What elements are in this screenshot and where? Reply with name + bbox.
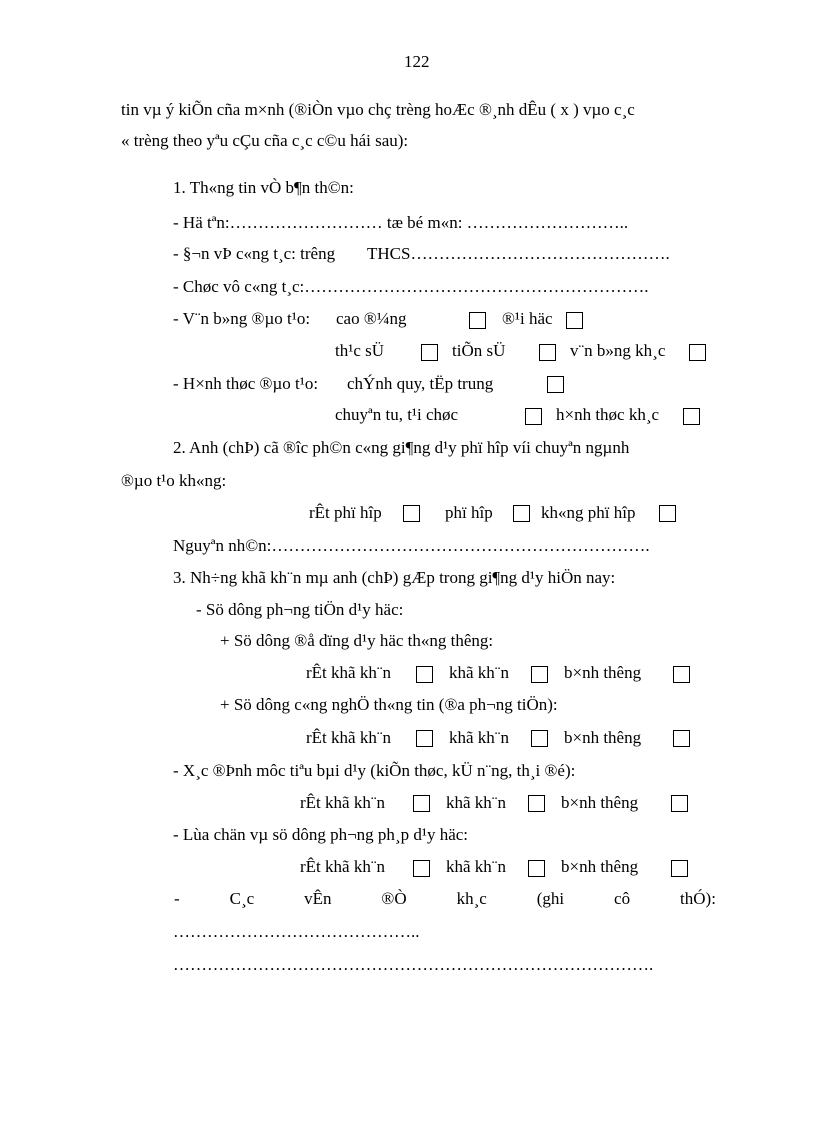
fit-option-phu-hop: phï hîp [445,503,493,522]
sub1a-label: + Sö dông ®å dïng d¹y häc th«ng thêng: [220,631,494,650]
difficulty-binh-thuong: b×nh thêng [564,663,642,682]
checkbox-row2-kho-khan[interactable] [531,730,548,747]
unit-value: THCS………………………………………. [367,244,670,263]
dots-line-2: …………………………………………………………………………. [173,955,654,974]
sub3-label: - Lùa chän vµ sö dông ph¬ng ph¸p d¹y häc: [173,825,469,844]
checkbox-row2-binh-thuong[interactable] [673,730,690,747]
checkbox-cao-dang[interactable] [469,312,486,329]
other-word: vÊn [304,889,332,908]
checkbox-row2-rat-kho-khan[interactable] [416,730,433,747]
checkbox-hinh-thuc-khac[interactable] [683,408,700,425]
reason-line: Nguyªn nh©n:…………………………………………………………. [173,536,650,555]
difficulty-binh-thuong: b×nh thêng [561,793,639,812]
difficulty-kho-khan: khã kh¨n [446,793,506,812]
checkbox-dai-hoc[interactable] [566,312,583,329]
checkbox-row1-binh-thuong[interactable] [673,666,690,683]
checkbox-row4-binh-thuong[interactable] [671,860,688,877]
fit-option-rat-phu-hop: rÊt phï hîp [309,503,382,522]
degree-option-thac-si: th¹c sÜ [335,341,385,360]
difficulty-rat-kho-khan: rÊt khã kh¨n [300,857,385,876]
difficulty-kho-khan: khã kh¨n [449,728,509,747]
intro-line-1: tin vµ ý kiÕn cña m×nh (®iÒn vµo chç trèng hoÆc ®¸nh dÊu ( x ) vµo c¸c [121,100,635,119]
checkbox-chinh-quy[interactable] [547,376,564,393]
section2-question-line-2: ®µo t¹o kh«ng: [121,471,227,490]
checkbox-row1-kho-khan[interactable] [531,666,548,683]
form-option-chinh-quy: chÝnh quy, tËp trung [347,374,494,393]
other-word: cô [614,889,631,908]
checkbox-rat-phu-hop[interactable] [403,505,420,522]
checkbox-thac-si[interactable] [421,344,438,361]
dots-line-1: …………………………………….. [173,922,420,941]
checkbox-phu-hop[interactable] [513,505,530,522]
other-word: (ghi [536,889,565,908]
other-word: thÓ): [680,889,716,908]
degree-option-khac: v¨n b»ng kh¸c [570,341,666,360]
degree-option-dai-hoc: ®¹i häc [502,309,553,328]
other-word: C¸c [229,889,255,908]
page-number: 122 [404,52,430,71]
degree-option-cao-dang: cao ®¼ng [336,309,407,328]
sub1b-label: + Sö dông c«ng nghÖ th«ng tin (®a ph¬ng tiÖn): [220,695,558,714]
form-label: - H×nh thøc ®µo t¹o: [173,374,319,393]
difficulty-kho-khan: khã kh¨n [446,857,506,876]
degree-option-tien-si: tiÕn sÜ [452,341,506,360]
name-line: - Hä tªn:……………………… tæ bé m«n: ……………………….. [173,213,629,232]
section3-heading: 3. Nh÷ng khã kh¨n mµ anh (chÞ) gÆp trong gi¶ng d¹y hiÖn nay: [173,568,616,587]
checkbox-row1-rat-kho-khan[interactable] [416,666,433,683]
other-word: - [174,889,180,908]
degree-label: - V¨n b»ng ®µo t¹o: [173,309,311,328]
difficulty-binh-thuong: b×nh thêng [564,728,642,747]
checkbox-row3-kho-khan[interactable] [528,795,545,812]
checkbox-tien-si[interactable] [539,344,556,361]
unit-label: - §¬n vÞ c«ng t¸c: trêng [173,244,336,263]
difficulty-kho-khan: khã kh¨n [449,663,509,682]
checkbox-row3-binh-thuong[interactable] [671,795,688,812]
form-option-chuyen-tu: chuyªn tu, t¹i chøc [335,405,459,424]
difficulty-rat-kho-khan: rÊt khã kh¨n [300,793,385,812]
sub2-label: - X¸c ®Þnh môc tiªu bµi d¹y (kiÕn thøc, kÜ n¨ng, th¸i ®é): [173,761,576,780]
other-word: kh¸c [456,889,487,908]
sub1-label: - Sö dông ph¬ng tiÖn d¹y häc: [196,600,404,619]
checkbox-row3-rat-kho-khan[interactable] [413,795,430,812]
checkbox-row4-kho-khan[interactable] [528,860,545,877]
other-issues-line [174,889,716,909]
position-line: - Chøc vô c«ng t¸c:……………………………………………………. [173,277,649,296]
section2-question-line-1: 2. Anh (chÞ) cã ®îc ph©n c«ng gi¶ng d¹y phï hîp víi chuyªn ngµnh [173,438,630,457]
checkbox-van-bang-khac[interactable] [689,344,706,361]
fit-option-khong-phu-hop: kh«ng phï hîp [541,503,636,522]
intro-line-2: « trèng theo yªu cÇu cña c¸c c©u hái sau): [121,131,409,150]
form-option-khac: h×nh thøc kh¸c [556,405,660,424]
section1-heading: 1. Th«ng tin vÒ b¶n th©n: [173,178,354,197]
checkbox-khong-phu-hop[interactable] [659,505,676,522]
checkbox-chuyen-tu[interactable] [525,408,542,425]
difficulty-rat-kho-khan: rÊt khã kh¨n [306,663,391,682]
checkbox-row4-rat-kho-khan[interactable] [413,860,430,877]
other-word: ®Ò [381,889,407,908]
difficulty-rat-kho-khan: rÊt khã kh¨n [306,728,391,747]
difficulty-binh-thuong: b×nh thêng [561,857,639,876]
